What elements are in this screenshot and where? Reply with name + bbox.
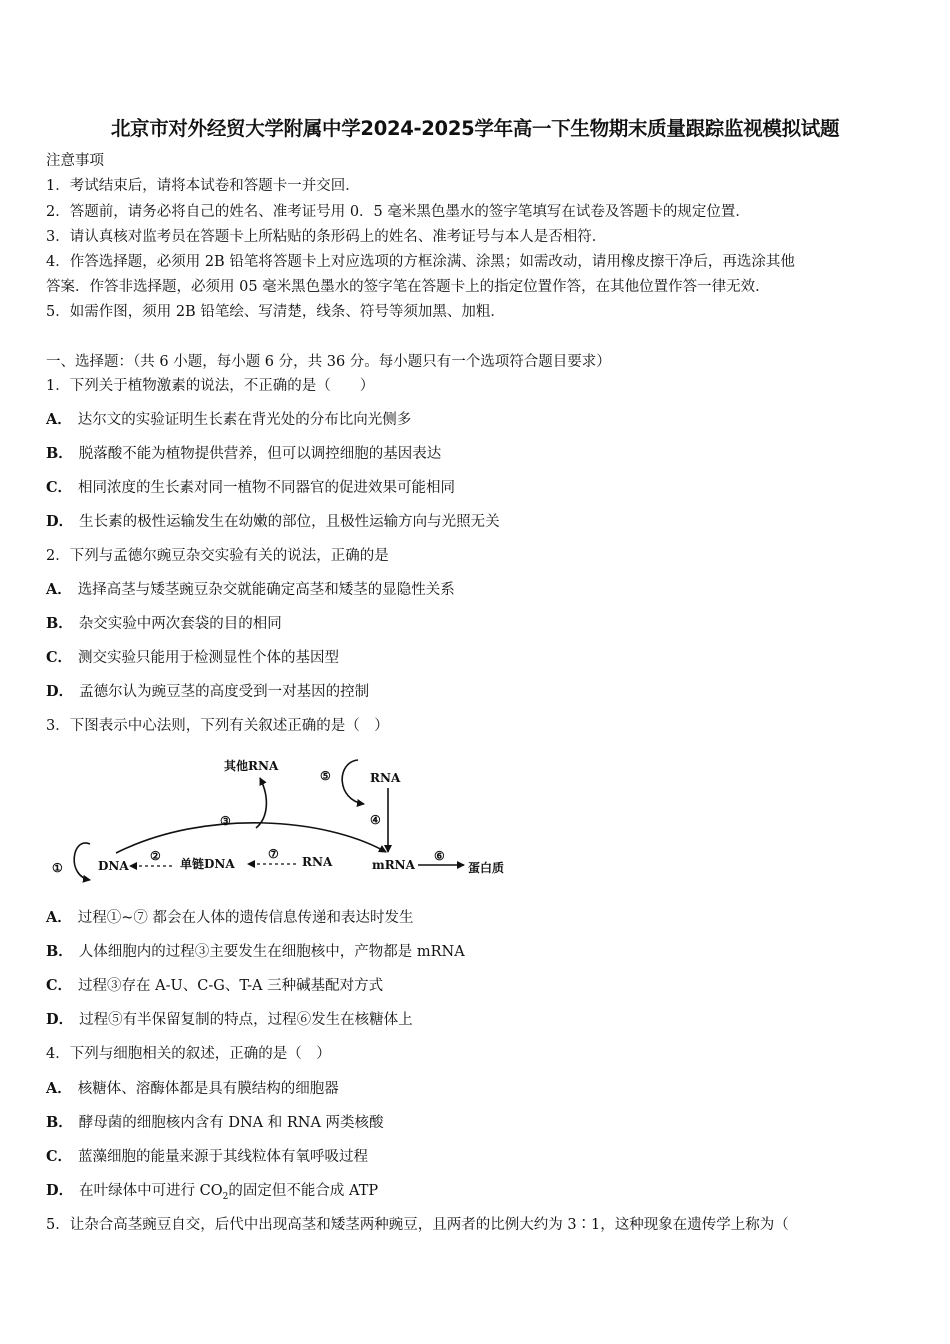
question-1-stem: 1．下列关于植物激素的说法，不正确的是（ ）	[46, 378, 375, 394]
option-text: 生长素的极性运输发生在幼嫩的部位，且极性运输方向与光照无关	[79, 514, 500, 530]
q3-option-b	[46, 943, 465, 961]
option-label: D．	[46, 1182, 74, 1199]
node-protein: 蛋白质	[468, 861, 505, 875]
q1-option-c	[46, 479, 455, 497]
option-label: A．	[46, 1080, 72, 1097]
q2-option-a	[46, 581, 455, 599]
node-dna: DNA	[98, 859, 129, 873]
option-text: 过程⑤有半保留复制的特点，过程⑥发生在核糖体上	[79, 1012, 413, 1028]
node-mrna: mRNA	[372, 858, 415, 872]
process-number-7: ⑦	[268, 847, 279, 861]
option-text: 酵母菌的细胞核内含有 DNA 和 RNA 两类核酸	[78, 1115, 384, 1131]
loop-arrow-5	[342, 760, 364, 804]
central-dogma-diagram	[46, 748, 516, 898]
notice-item: 3．请认真核对监考员在答题卡上所粘贴的条形码上的姓名、准考证号与本人是否相符．	[46, 229, 607, 245]
notice-item: 4．作答选择题，必须用 2B 铅笔将答题卡上对应选项的方框涂满、涂黑；如需改动，请用橡皮擦干净后，再选涂其他	[46, 254, 795, 270]
q1-option-d	[46, 513, 500, 531]
q4-option-b	[46, 1114, 384, 1132]
option-text: 杂交实验中两次套袋的目的相同	[78, 616, 282, 632]
process-number-4: ④	[370, 813, 381, 827]
process-number-2: ②	[150, 849, 161, 863]
q1-option-a	[46, 411, 411, 429]
option-label: B．	[46, 943, 73, 960]
node-other-rna: 其他RNA	[224, 759, 279, 773]
process-number-6: ⑥	[434, 849, 445, 863]
question-3-stem: 3．下图表示中心法则，下列有关叙述正确的是（ ）	[46, 718, 389, 734]
q3-option-d	[46, 1011, 413, 1029]
notice-item: 1．考试结束后，请将本试卷和答题卡一并交回．	[46, 178, 360, 194]
process-number-3: ③	[220, 814, 231, 828]
q2-option-c	[46, 649, 339, 667]
branch-arrow-other-rna	[256, 778, 266, 828]
option-label: B．	[46, 1114, 73, 1131]
question-2-stem: 2．下列与孟德尔豌豆杂交实验有关的说法，正确的是	[46, 548, 389, 564]
q2-option-d	[46, 683, 369, 701]
option-text: 过程①~⑦ 都会在人体的遗传信息传递和表达时发生	[77, 910, 414, 926]
option-text: 核糖体、溶酶体都是具有膜结构的细胞器	[77, 1081, 339, 1097]
process-number-1: ①	[52, 861, 63, 875]
loop-arrow-1	[74, 843, 90, 880]
q4-option-c	[46, 1148, 368, 1166]
option-text-tail: 的固定但不能合成 ATP	[228, 1183, 379, 1199]
option-label: A．	[46, 909, 72, 926]
option-text: 孟德尔认为豌豆茎的高度受到一对基因的控制	[79, 684, 370, 700]
node-rna-top: RNA	[370, 771, 401, 785]
option-label: C．	[46, 1148, 73, 1165]
section-heading: 一、选择题：（共 6 小题，每小题 6 分，共 36 分。每小题只有一个选项符合题目要求）	[46, 354, 611, 370]
option-text: 测交实验只能用于检测显性个体的基因型	[78, 650, 340, 666]
notice-item: 5．如需作图，须用 2B 铅笔绘、写清楚，线条、符号等须加黑、加粗．	[46, 304, 505, 320]
option-text: 相同浓度的生长素对同一植物不同器官的促进效果可能相同	[78, 480, 456, 496]
option-text: 人体细胞内的过程③主要发生在细胞核中，产物都是 mRNA	[78, 944, 465, 960]
option-text: 脱落酸不能为植物提供营养，但可以调控细胞的基因表达	[78, 446, 442, 462]
option-text: 蓝藻细胞的能量来源于其线粒体有氧呼吸过程	[78, 1149, 369, 1165]
notice-item: 2．答题前，请务必将自己的姓名、准考证号用 0．5 毫米黑色墨水的签字笔填写在试卷及答题卡的规定位置．	[46, 204, 750, 220]
node-rna-mid: RNA	[302, 855, 333, 869]
question-4-stem: 4．下列与细胞相关的叙述，正确的是（ ）	[46, 1046, 331, 1062]
q3-option-c	[46, 977, 383, 995]
q2-option-b	[46, 615, 282, 633]
option-label: D．	[46, 513, 74, 530]
option-label: C．	[46, 977, 73, 994]
subscript: 2	[222, 1191, 229, 1202]
option-label: D．	[46, 683, 74, 700]
question-5-stem: 5．让杂合高茎豌豆自交，后代中出现高茎和矮茎两种豌豆，且两者的比例大约为 3∶1，这种现象在遗传学上称为（	[46, 1217, 789, 1233]
notice-item: 答案．作答非选择题，必须用 05 毫米黑色墨水的签字笔在答题卡上的指定位置作答，在其他位置作答一律无效．	[46, 279, 770, 295]
q4-option-d	[46, 1182, 378, 1206]
process-number-5: ⑤	[320, 769, 331, 783]
notice-heading: 注意事项	[46, 153, 104, 169]
node-single-strand-dna: 单链DNA	[180, 857, 235, 871]
q4-option-a	[46, 1080, 339, 1098]
option-label: B．	[46, 615, 73, 632]
option-text: 在叶绿体中可进行 CO	[79, 1183, 223, 1199]
option-label: A．	[46, 411, 72, 428]
option-label: A．	[46, 581, 72, 598]
option-text: 选择高茎与矮茎豌豆杂交就能确定高茎和矮茎的显隐性关系	[77, 582, 455, 598]
option-text: 达尔文的实验证明生长素在背光处的分布比向光侧多	[77, 412, 412, 428]
option-label: B．	[46, 445, 73, 462]
central-dogma-svg	[46, 748, 516, 898]
option-label: D．	[46, 1011, 74, 1028]
option-label: C．	[46, 479, 73, 496]
option-text: 过程③存在 A-U、C-G、T-A 三种碱基配对方式	[78, 978, 384, 994]
option-label: C．	[46, 649, 73, 666]
page-title: 北京市对外经贸大学附属中学2024-2025学年高一下生物期末质量跟踪监视模拟试题	[110, 117, 840, 140]
q1-option-b	[46, 445, 441, 463]
q3-option-a	[46, 909, 414, 927]
